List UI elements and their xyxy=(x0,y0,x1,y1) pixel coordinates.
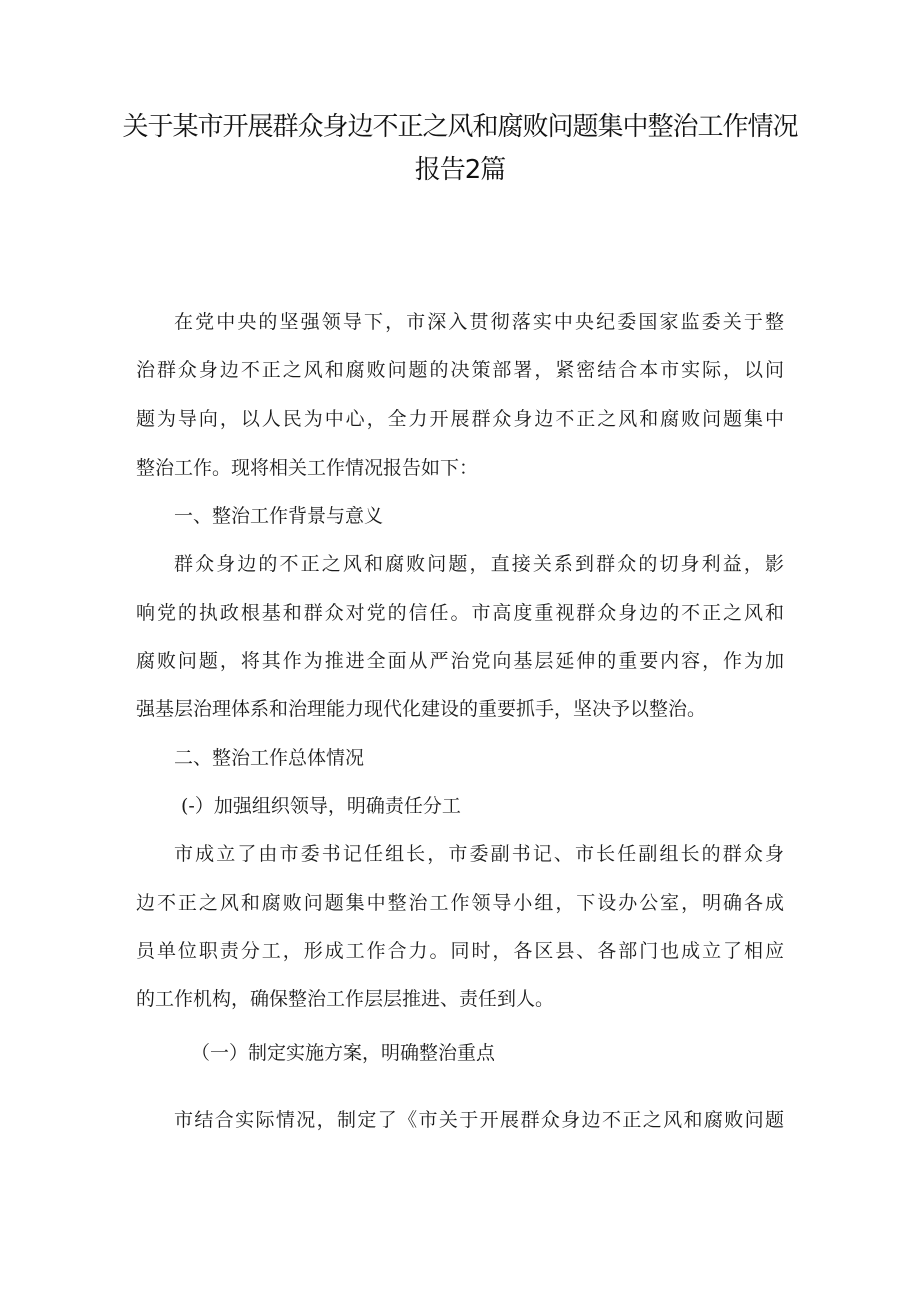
paragraph-1-line-3: 题为导向，以人民为中心，全力开展群众身边不正之风和腐败问题集中 xyxy=(136,408,784,430)
paragraph-2-line-4: 强基层治理体系和治理能力现代化建设的重要抓手，坚决予以整治。 xyxy=(136,698,707,720)
paragraph-4-line-1: 市结合实际情况，制定了《市关于开展群众身边不正之风和腐败问题 xyxy=(174,1109,784,1131)
document-title-line-1: 关于某市开展群众身边不正之风和腐败问题集中整治工作情况 xyxy=(122,112,798,142)
document-title-line-2: 报告2篇 xyxy=(414,155,506,185)
sub-heading-1: (-）加强组织领导，明确责任分工 xyxy=(181,795,461,817)
paragraph-1-line-1: 在党中央的坚强领导下，市深入贯彻落实中央纪委国家监委关于整 xyxy=(174,311,784,333)
paragraph-1-line-4: 整治工作。现将相关工作情况报告如下： xyxy=(136,457,479,479)
paragraph-3-line-4: 的工作机构，确保整治工作层层推进、责任到人。 xyxy=(136,988,555,1010)
paragraph-2-line-1: 群众身边的不正之风和腐败问题，直接关系到群众的切身利益，影 xyxy=(174,553,784,575)
paragraph-3-line-1: 市成立了由市委书记任组长，市委副书记、市长任副组长的群众身 xyxy=(174,843,784,865)
paragraph-2-line-3: 腐败问题，将其作为推进全面从严治党向基层延伸的重要内容，作为加 xyxy=(136,650,784,672)
paragraph-3-line-2: 边不正之风和腐败问题集中整治工作领导小组，下设办公室，明确各成 xyxy=(136,892,784,914)
sub-heading-2: （一）制定实施方案，明确整治重点 xyxy=(191,1042,496,1064)
section-heading-2: 二、整治工作总体情况 xyxy=(174,747,365,769)
section-heading-1: 一、整治工作背景与意义 xyxy=(174,505,384,527)
paragraph-1-line-2: 治群众身边不正之风和腐败问题的决策部署，紧密结合本市实际，以问 xyxy=(136,359,784,381)
paragraph-3-line-3: 员单位职责分工，形成工作合力。同时，各区县、各部门也成立了相应 xyxy=(136,940,784,962)
paragraph-2-line-2: 响党的执政根基和群众对党的信任。市高度重视群众身边的不正之风和 xyxy=(136,602,784,624)
